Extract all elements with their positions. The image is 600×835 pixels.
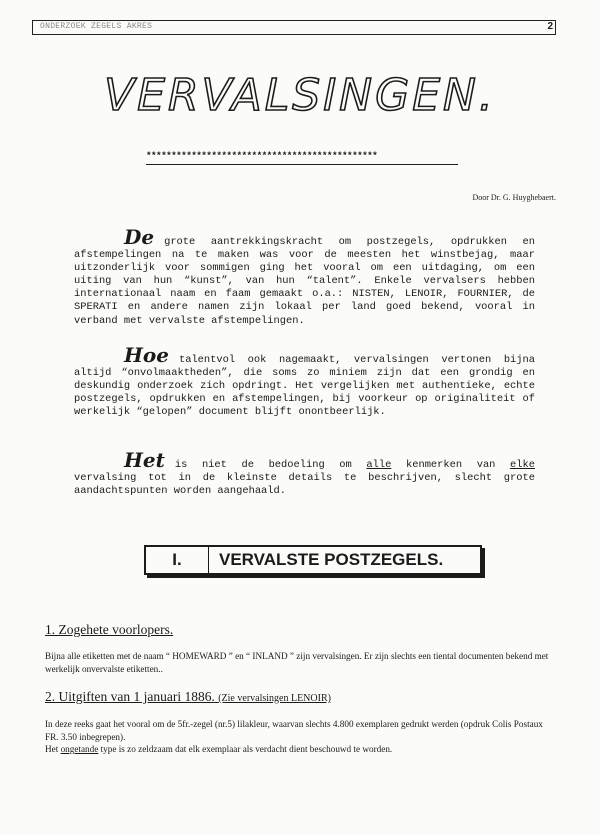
star-rule: ********************************************** [146,150,378,161]
section-header-box [144,545,482,575]
section-number: I. [146,547,209,573]
page-number: 2 [547,21,553,32]
paragraph-text: kenmerken van [405,459,496,471]
subsection-heading-note: (Zie vervalsingen LENOIR) [218,693,331,704]
paragraph-lead-word: De [124,225,155,249]
paragraph-lead-word: Het [124,448,165,472]
paragraph-intro [74,225,535,328]
paragraph-scope [74,448,535,498]
subsection-heading-text: 2. Uitgiften van 1 januari 1886. [45,689,215,704]
underlined-word: alle [366,459,392,471]
author-line: Door Dr. G. Huyghebaert. [472,193,556,202]
section-title: VERVALSTE POSTZEGELS. [219,550,444,569]
paragraph-imperfections [74,343,535,419]
subsection-heading [45,689,331,705]
paragraph-text: talentvol ook nagemaakt, vervalsingen vertonen bijna altijd “onvolmaaktheden”, die soms zo miniem zijn dat een grondig en deskundig onderzoek zich opdringt. Het vergelijken met authentieke, echte postzegels, opdrukken en afstempelingen, bij voorkeur op originaliteit of werkelijk “gelopen” document blijft onontbeerlijk. [74,354,535,419]
paragraph-text: vervalsing tot in de kleinste details te beschrijven, slecht grote aandachtspunten worden aangehaald. [74,472,535,498]
page-title: VERVALSINGEN. [104,70,496,121]
paragraph-lead-word: Hoe [124,343,169,367]
subsection-text: In deze reeks gaat het vooral om de 5fr.-zegel (nr.5) lilakleur, waarvan slechts 4.800 exemplaren gedrukt werden (opdruk Colis Postaux FR. 3.50 inbegrepen). [45,719,543,742]
paragraph-text: grote aantrekkingskracht om postzegels, opdrukken en afstempelingen na te maken was voor de meesten het winstbejag, maar uitzonderlijk voor sommigen ging het vooral om een uitdaging, om een uiting van hun “kunst”, van hun “talent”. Enkele vervalsers hebben internationaal naam en faam gemaakt o.a.: NISTEN, LENOIR, FOURNIER, de SPERATI en andere namen zijn lokaal per land goed bekend, vooral in verband met vervalste afstempelingen. [74,236,535,327]
underlined-word: elke [510,459,535,471]
paragraph-text: is niet de bedoeling om [174,459,352,471]
title-underline-divider [146,164,458,165]
underlined-word: ongetande [60,744,99,754]
subsection-text-part: type is zo zeldzaam dat elk exemplaar als verdacht dient beschouwd te worden. [100,744,393,754]
subsection-text-part: Het [45,744,59,754]
subsection-text [45,743,557,756]
subsection-heading: 1. Zogehete voorlopers. [45,622,174,637]
header-note: ONDERZOEK ZEGELS AKRES [40,22,153,31]
subsection-text: Bijna alle etiketten met de naam “ HOMEWARD ” en “ INLAND ” zijn vervalsingen. Er zijn slechts een tiental documenten bekend met werkelijk onvervalste etiketten.. [45,651,549,674]
